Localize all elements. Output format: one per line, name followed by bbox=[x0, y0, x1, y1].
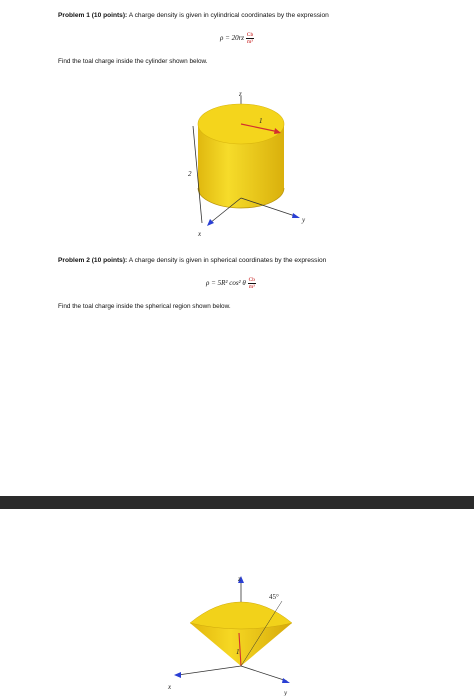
problem1-heading: Problem 1 (10 points): bbox=[58, 12, 128, 19]
problem2-statement bbox=[58, 257, 326, 264]
page-divider bbox=[0, 496, 474, 509]
z-axis-label: z bbox=[238, 575, 241, 583]
problem2-heading: Problem 2 (10 points): bbox=[58, 257, 128, 264]
y-axis-label: y bbox=[302, 216, 306, 224]
problem2-expr: ρ = 5R² cos² θ bbox=[206, 279, 246, 288]
y-axis bbox=[241, 666, 287, 681]
problem1-intro: A charge density is given in cylindrical coordinates by the expression bbox=[128, 12, 329, 19]
problem2-equation bbox=[206, 277, 256, 290]
height-label: 2 bbox=[188, 170, 192, 178]
y-axis-arrowhead bbox=[282, 678, 290, 683]
spherical-cap bbox=[190, 602, 292, 629]
cone-figure bbox=[160, 571, 320, 696]
y-axis-label: y bbox=[284, 689, 288, 696]
problem1-unit-den: m³ bbox=[247, 39, 253, 45]
x-axis-label: x bbox=[168, 683, 172, 691]
problem2-unit-fraction bbox=[248, 277, 256, 290]
problem1-find: Find the toal charge inside the cylinder shown below. bbox=[58, 58, 208, 65]
problem1-equation bbox=[220, 32, 254, 45]
problem2-unit-den: m³ bbox=[248, 284, 255, 290]
radius-label: 1 bbox=[259, 117, 263, 125]
x-axis bbox=[178, 666, 241, 675]
x-axis-label: x bbox=[198, 230, 202, 238]
angle-label: 45° bbox=[269, 593, 279, 601]
y-axis-arrowhead bbox=[292, 213, 300, 218]
problem2-find: Find the toal charge inside the spherical region shown below. bbox=[58, 303, 231, 310]
problem1-expr: ρ = 20rz bbox=[220, 34, 245, 43]
problem1-statement bbox=[58, 12, 329, 19]
problem1-unit-fraction bbox=[246, 32, 254, 45]
radius-label: 1 bbox=[236, 648, 240, 656]
x-axis-arrowhead bbox=[207, 219, 214, 226]
problem2-intro: A charge density is given in spherical coordinates by the expression bbox=[128, 257, 327, 264]
x-axis-arrowhead bbox=[174, 672, 181, 678]
document-page-2 bbox=[0, 509, 474, 700]
problem1-unit-num: Cb bbox=[246, 32, 254, 38]
problem2-unit-num: Cb bbox=[248, 277, 255, 283]
cylinder-figure bbox=[180, 88, 315, 238]
z-axis-label: z bbox=[239, 90, 242, 98]
